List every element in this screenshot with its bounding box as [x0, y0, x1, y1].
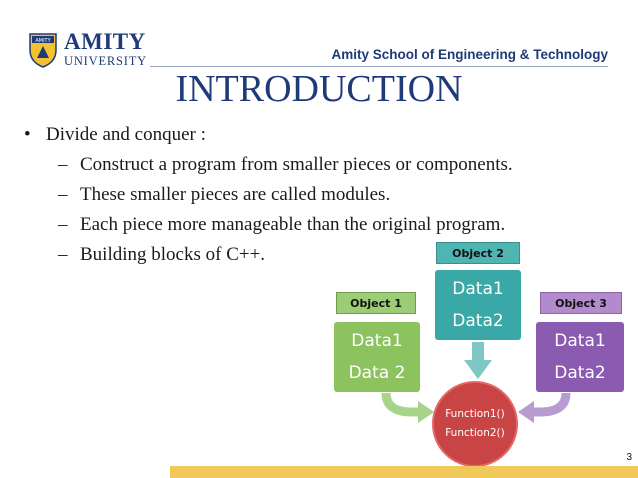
arrow-object2-shaft [472, 342, 484, 362]
arrowhead-object2 [464, 360, 492, 379]
svg-text:AMITY: AMITY [35, 37, 51, 44]
footer-bar [170, 466, 638, 478]
dash-icon: – [58, 154, 68, 175]
sub-bullet-text: Each piece more manageable than the original program. [80, 214, 506, 235]
logo-subtitle: UNIVERSITY [64, 54, 147, 68]
bullet-text: Divide and conquer : [46, 124, 206, 145]
sub-bullet-text: Construct a program from smaller pieces or components. [80, 154, 513, 175]
object1-box [334, 322, 420, 392]
object2-data2: Data2 [452, 311, 504, 331]
sub-bullet-text: Building blocks of C++. [80, 244, 266, 265]
dash-icon: – [58, 214, 68, 235]
object3-data1: Data1 [554, 331, 606, 351]
dash-icon: – [58, 244, 68, 265]
object2-data1: Data1 [452, 279, 504, 299]
arrowhead-object3 [518, 401, 534, 423]
school-name: Amity School of Engineering & Technology [331, 47, 608, 62]
object1-data2: Data 2 [348, 363, 406, 383]
object3-tag: Object 3 [540, 292, 622, 314]
object3-data2: Data2 [554, 363, 606, 383]
object2-tag: Object 2 [436, 242, 520, 264]
slide-title: INTRODUCTION [175, 68, 463, 110]
function1-label: Function1() [445, 408, 505, 420]
function2-label: Function2() [445, 427, 505, 439]
logo-wordmark: AMITY [64, 29, 146, 54]
dash-icon: – [58, 184, 68, 205]
arrow-object3-to-function [532, 393, 566, 412]
bullet-dot-icon: • [24, 124, 31, 145]
arrow-object1-to-function [386, 393, 420, 412]
object2-box [435, 270, 521, 340]
object1-data1: Data1 [351, 331, 403, 351]
page-number: 3 [626, 452, 632, 463]
function-circle [432, 381, 518, 467]
object3-box [536, 322, 624, 392]
sub-bullet-text: These smaller pieces are called modules. [80, 184, 391, 205]
object1-tag: Object 1 [336, 292, 416, 314]
